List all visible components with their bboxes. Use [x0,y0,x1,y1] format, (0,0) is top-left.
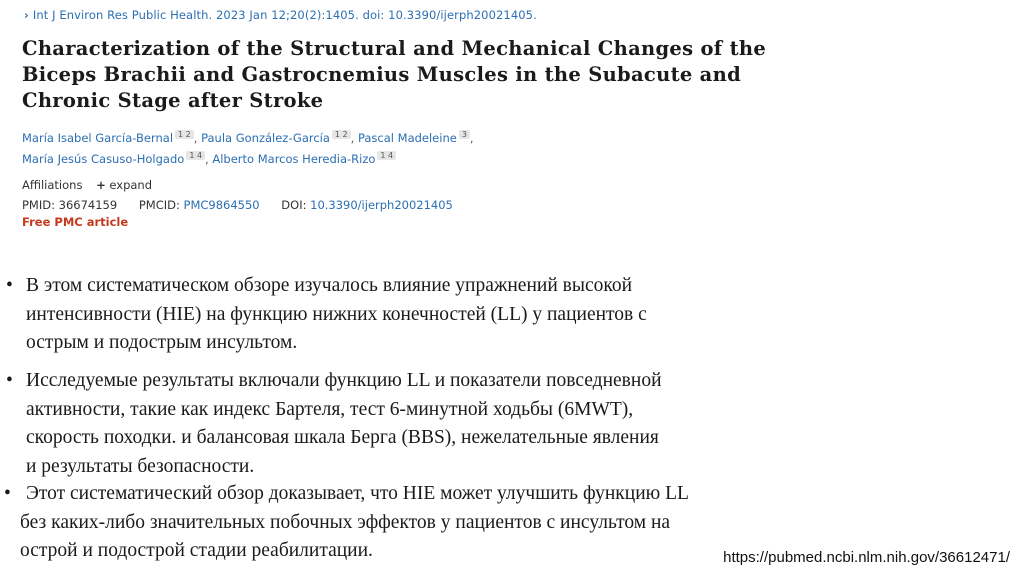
expand-link[interactable]: expand [109,177,153,192]
source-url: https://pubmed.ncbi.nlm.nih.gov/36612471/ [723,549,1010,566]
affiliations-label: Affiliations [22,177,83,192]
journal-citation[interactable] [24,8,780,22]
bullet-line: Этот систематический обзор доказывает, что HIE может улучшить функцию LL [26,483,689,504]
author-link[interactable]: Paula González-García [201,130,330,145]
bullet-dot-icon: • [6,275,13,296]
affiliation-number[interactable]: 3 [459,130,470,139]
affiliation-number[interactable]: 1 4 [377,151,396,160]
bullet-item [6,272,866,358]
bullet-line: активности, такие как индекс Бартеля, тест 6-минутной ходьбы (6MWT), [26,398,634,420]
affiliation-number[interactable]: 1 2 [175,130,194,139]
article-title: Characterization of the Structural and Mechanical Changes of the Biceps Brachii and Gastrocnemius Muscles in the Subacute and Chronic Stage after Stroke [22,37,767,112]
pubmed-citation-screenshot [20,8,780,229]
bullet-line: острой и подострой стадии реабилитации. [20,540,373,561]
pmcid-link[interactable]: PMC9864550 [183,197,260,212]
pmcid-label: PMCID: [138,197,180,212]
author-link[interactable]: Alberto Marcos Heredia-Rizo [212,151,376,166]
bullet-dot-icon: • [4,483,11,504]
bullet-dot-icon: • [6,370,13,391]
bullet-line: и результаты безопасности. [26,455,255,477]
pmid-value: 36674159 [58,197,118,212]
pmid-label: PMID: [22,197,55,212]
bullet-line: интенсивности (HIE) на функцию нижних конечностей (LL) у пациентов с [26,303,647,325]
journal-citation-text: Int J Environ Res Public Health. 2023 Jan 12;20(2):1405. doi: 10.3390/ijerph20021405. [32,8,537,22]
doi-label: DOI: [281,197,307,212]
author-link[interactable]: María Isabel García-Bernal [22,130,174,145]
plus-icon[interactable]: + [96,177,106,192]
free-pmc-article-badge[interactable]: Free PMC article [22,214,129,229]
bullet-line: скорость походки. и балансовая шкала Берга (BBS), нежелательные явления [26,427,659,448]
author-link[interactable]: Pascal Madeleine [357,130,457,145]
doi-link[interactable]: 10.3390/ijerph20021405 [310,197,453,212]
chevron-right-icon: › [24,8,29,22]
bullet-line: Исследуемые результаты включали функцию LL и показатели повседневной [26,370,662,391]
affiliation-number[interactable]: 1 4 [186,151,205,160]
affiliation-number[interactable]: 1 2 [332,130,351,139]
bullet-item [6,367,886,481]
author-link[interactable]: María Jesús Casuso-Holgado [22,151,185,166]
identifiers-row [22,198,780,212]
author-list: María Isabel García-Bernal $^{1 2}$ , Paula González-García $^{1 2}$ , Pascal Madeleine $^3$ , María Jesús Casuso-Holgado $^{1 4}$ , Alberto Marcos Heredia-Rizo $^{1 4}$ [22,130,474,166]
bullet-line: без каких-либо значительных побочных эффектов у пациентов с инсультом на [20,511,671,533]
bullet-line: В этом систематическом обзоре изучалось влияние упражнений высокой [26,275,633,296]
bullet-line: острым и подострым инсультом. [26,332,298,353]
affiliations-row [22,178,780,192]
